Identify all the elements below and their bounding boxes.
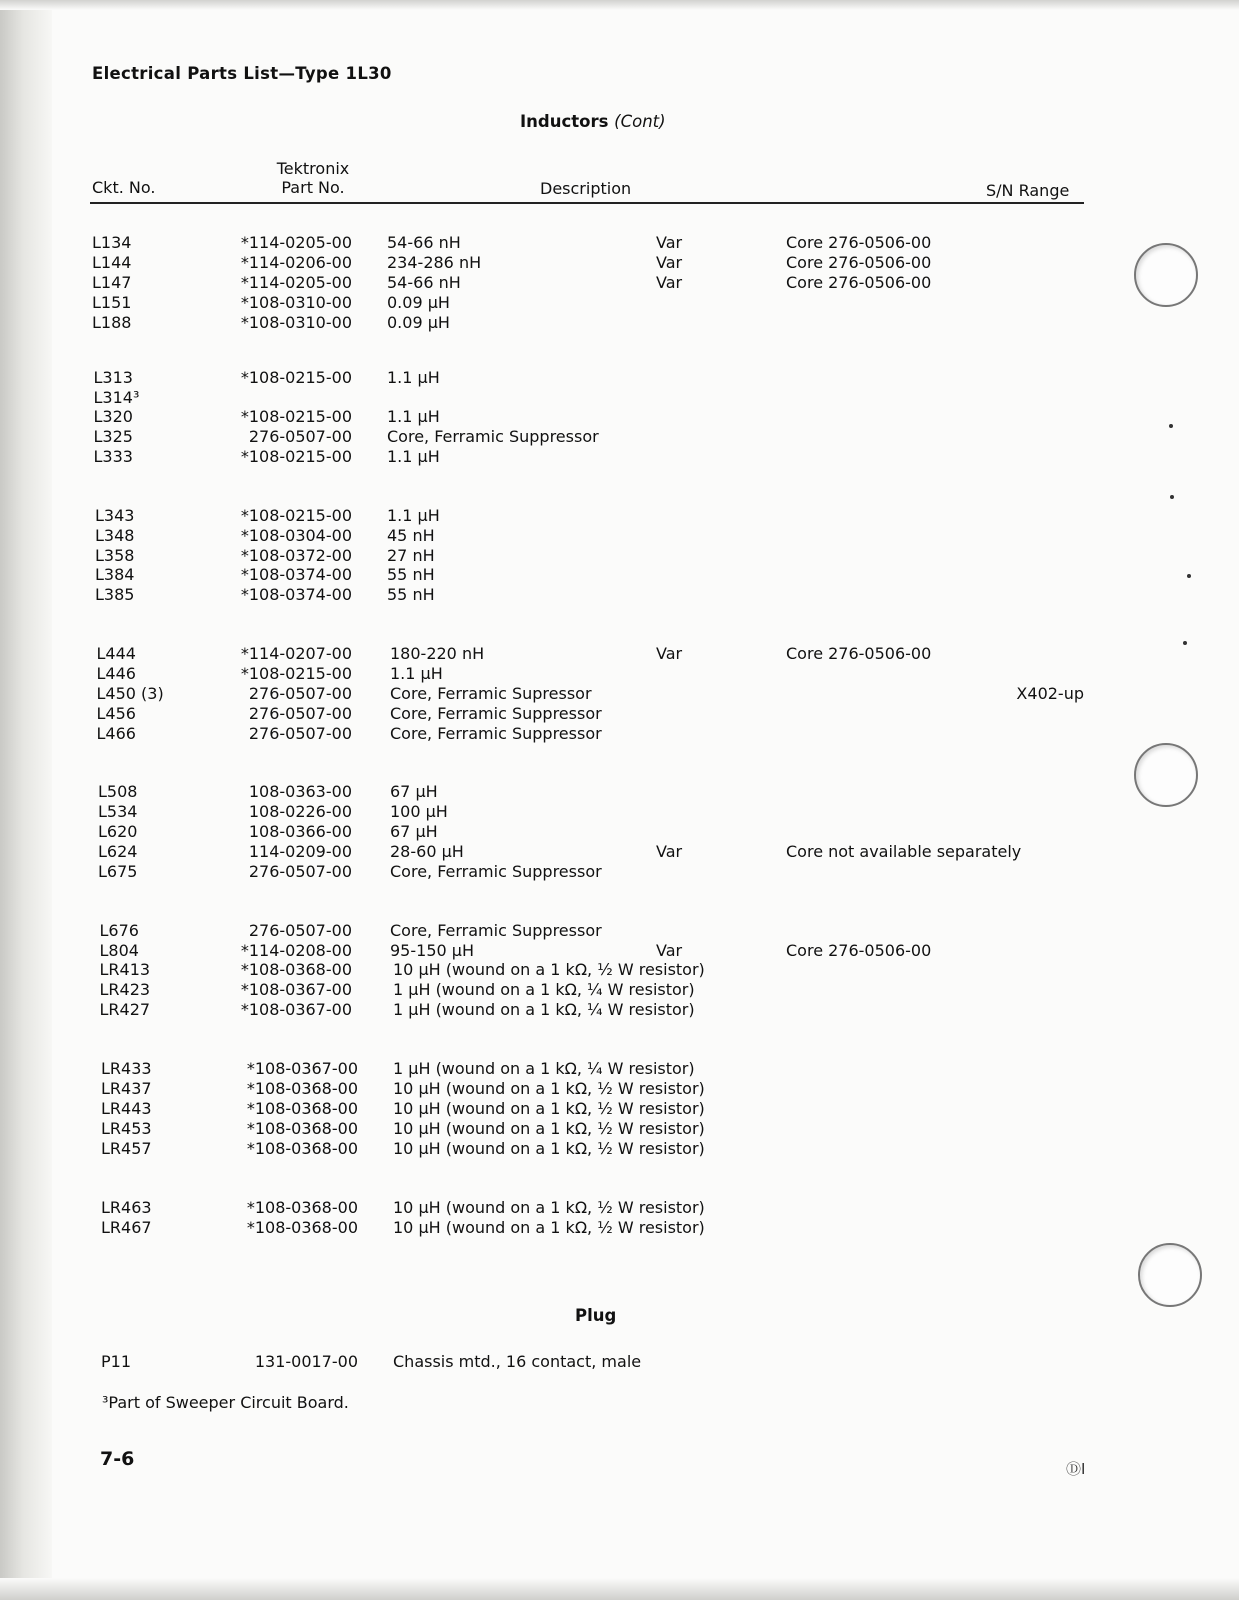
table-row [0, 644, 1239, 664]
cell-part-no: 276-0507-00 [248, 724, 352, 743]
cell-ckt-no: LR437 [101, 1079, 152, 1098]
cell-description: 100 μH [390, 802, 448, 821]
cell-part-no: 276-0507-00 [248, 684, 352, 703]
cell-description: 234-286 nH [387, 253, 482, 272]
cell-part-no: *108-0215-00 [240, 506, 352, 525]
cell-description: Core, Ferramic Suppressor [390, 704, 602, 723]
cell-ckt-no: L333 [93, 447, 133, 466]
table-row [0, 368, 1239, 388]
cell-ckt-no: L151 [92, 293, 132, 312]
binder-hole [1134, 743, 1198, 807]
cell-part-no: *108-0310-00 [240, 293, 352, 312]
cell-part-no: 276-0507-00 [248, 704, 352, 723]
column-header-part-line2: Part No. [281, 178, 345, 197]
table-row [0, 565, 1239, 585]
section-subtitle: (Cont) [614, 112, 666, 131]
cell-ckt-no: L444 [96, 644, 136, 663]
cell-description: 55 nH [387, 565, 435, 584]
cell-ckt-no: L358 [95, 546, 135, 565]
cell-ckt-no: LR433 [101, 1059, 152, 1078]
scan-edge-bottom [0, 1578, 1239, 1600]
table-row [0, 1000, 1239, 1020]
cell-description: 180-220 nH [390, 644, 485, 663]
cell-part-no: *114-0205-00 [240, 233, 352, 252]
cell-ckt-no: LR463 [101, 1198, 152, 1217]
cell-ckt-no: L456 [96, 704, 136, 723]
column-header-part-line1: Tektronix [276, 159, 350, 178]
cell-description: 10 μH (wound on a 1 kΩ, ½ W resistor) [393, 1119, 705, 1138]
cell-part-no: *108-0367-00 [246, 1059, 358, 1078]
page-number: 7-6 [100, 1448, 135, 1470]
cell-note: Core 276-0506-00 [786, 253, 932, 272]
cell-ckt-no: L144 [92, 253, 132, 272]
binder-hole [1138, 1243, 1202, 1307]
column-header-ckt: Ckt. No. [92, 178, 156, 197]
cell-ckt-no: L147 [92, 273, 132, 292]
cell-part-no: *108-0215-00 [240, 407, 352, 426]
cell-description: Core, Ferramic Suppressor [390, 724, 602, 743]
cell-ckt-no: LR453 [101, 1119, 152, 1138]
cell-description: 1.1 μH [387, 506, 440, 525]
table-row [0, 1198, 1239, 1218]
cell-ckt-no: LR467 [101, 1218, 152, 1237]
scan-edge-top [0, 0, 1239, 10]
cell-ckt-no: L325 [93, 427, 133, 446]
cell-description: 1.1 μH [387, 407, 440, 426]
cell-ckt-no: L314³ [93, 388, 140, 407]
cell-description: 28-60 μH [390, 842, 464, 861]
cell-description: 10 μH (wound on a 1 kΩ, ½ W resistor) [393, 1139, 705, 1158]
cell-ckt-no: P11 [101, 1352, 132, 1371]
footnote: ³Part of Sweeper Circuit Board. [102, 1393, 349, 1412]
cell-ckt-no: L676 [99, 921, 139, 940]
table-row [0, 273, 1239, 293]
cell-description: 1 μH (wound on a 1 kΩ, ¼ W resistor) [393, 1000, 695, 1019]
cell-description: 55 nH [387, 585, 435, 604]
cell-ckt-no: LR413 [99, 960, 151, 979]
cell-var: Var [656, 233, 683, 252]
cell-part-no: *108-0368-00 [246, 1198, 358, 1217]
cell-note: Core 276-0506-00 [786, 644, 932, 663]
cell-var: Var [656, 273, 683, 292]
cell-description: 27 nH [387, 546, 435, 565]
cell-part-no: *108-0367-00 [240, 1000, 352, 1019]
cell-description: 67 μH [390, 822, 438, 841]
speck [1183, 641, 1187, 645]
table-row [0, 1079, 1239, 1099]
cell-part-no: *114-0205-00 [240, 273, 352, 292]
cell-part-no: *108-0304-00 [240, 526, 352, 545]
cell-description: 95-150 μH [390, 941, 474, 960]
table-row [0, 293, 1239, 313]
cell-part-no: *108-0374-00 [240, 565, 352, 584]
table-row [0, 253, 1239, 273]
table-row [0, 862, 1239, 882]
column-header-description: Description [540, 179, 632, 198]
cell-ckt-no: L466 [96, 724, 136, 743]
table-row [0, 1119, 1239, 1139]
cell-part-no: 276-0507-00 [248, 921, 352, 940]
cell-part-no: 114-0209-00 [248, 842, 352, 861]
revision-mark: ⒹI [1066, 1460, 1086, 1478]
table-row [0, 388, 1239, 408]
cell-description: Core, Ferramic Suppressor [390, 862, 602, 881]
cell-description: 1 μH (wound on a 1 kΩ, ¼ W resistor) [393, 980, 695, 999]
table-row [0, 782, 1239, 802]
cell-part-no: *108-0310-00 [240, 313, 352, 332]
cell-ckt-no: L620 [98, 822, 138, 841]
section-title-inductors [520, 112, 666, 131]
table-row [0, 684, 1239, 704]
speck [1170, 495, 1174, 499]
cell-description: 1.1 μH [387, 368, 440, 387]
table-row [0, 1218, 1239, 1238]
table-row [0, 664, 1239, 684]
cell-ckt-no: L508 [98, 782, 138, 801]
cell-part-no: 276-0507-00 [248, 862, 352, 881]
cell-part-no: *108-0368-00 [246, 1099, 358, 1118]
column-header-sn-range: S/N Range [986, 181, 1070, 200]
cell-sn-range: X402-up [1016, 684, 1084, 703]
table-row [0, 941, 1239, 961]
section-title-text: Inductors [520, 112, 609, 131]
cell-ckt-no: L385 [95, 585, 135, 604]
cell-description: 1.1 μH [387, 447, 440, 466]
page-header: Electrical Parts List—Type 1L30 [92, 64, 392, 83]
cell-part-no: *108-0372-00 [240, 546, 352, 565]
binder-hole [1134, 243, 1198, 307]
cell-part-no: *114-0207-00 [240, 644, 352, 663]
table-row [0, 980, 1239, 1000]
cell-description: Core, Ferramic Suppressor [390, 921, 602, 940]
cell-var: Var [656, 253, 683, 272]
cell-ckt-no: L624 [98, 842, 138, 861]
table-row [0, 802, 1239, 822]
table-row [0, 427, 1239, 447]
cell-ckt-no: L675 [98, 862, 138, 881]
table-row [0, 313, 1239, 333]
table-row [0, 1139, 1239, 1159]
cell-ckt-no: L134 [92, 233, 132, 252]
cell-var: Var [656, 941, 683, 960]
table-row [0, 233, 1239, 253]
cell-part-no: *108-0374-00 [240, 585, 352, 604]
cell-ckt-no: L320 [93, 407, 133, 426]
table-row [0, 1099, 1239, 1119]
cell-note: Core not available separately [786, 842, 1022, 861]
table-row [0, 822, 1239, 842]
cell-note: Core 276-0506-00 [786, 941, 932, 960]
cell-note: Core 276-0506-00 [786, 273, 932, 292]
cell-ckt-no: L804 [99, 941, 139, 960]
cell-part-no: *108-0215-00 [240, 368, 352, 387]
cell-part-no: *108-0367-00 [240, 980, 352, 999]
cell-description: 67 μH [390, 782, 438, 801]
cell-part-no: *108-0368-00 [240, 960, 352, 979]
cell-description: 0.09 μH [387, 293, 450, 312]
cell-description: 10 μH (wound on a 1 kΩ, ½ W resistor) [393, 960, 705, 979]
cell-var: Var [656, 644, 683, 663]
cell-description: 0.09 μH [387, 313, 450, 332]
cell-description: 1 μH (wound on a 1 kΩ, ¼ W resistor) [393, 1059, 695, 1078]
cell-ckt-no: LR427 [99, 1000, 151, 1019]
cell-description: 10 μH (wound on a 1 kΩ, ½ W resistor) [393, 1198, 705, 1217]
table-row [0, 960, 1239, 980]
cell-description: 10 μH (wound on a 1 kΩ, ½ W resistor) [393, 1079, 705, 1098]
table-row [0, 526, 1239, 546]
header-rule [90, 202, 1084, 204]
cell-description: 54-66 nH [387, 233, 461, 252]
cell-part-no: *108-0215-00 [240, 447, 352, 466]
table-row [0, 842, 1239, 862]
cell-part-no: 108-0363-00 [248, 782, 352, 801]
cell-note: Core 276-0506-00 [786, 233, 932, 252]
cell-part-no: *108-0368-00 [246, 1218, 358, 1237]
table-row [0, 921, 1239, 941]
cell-ckt-no: L348 [95, 526, 135, 545]
table-row [0, 1059, 1239, 1079]
cell-ckt-no: LR457 [101, 1139, 152, 1158]
table-row [0, 585, 1239, 605]
cell-description: 10 μH (wound on a 1 kΩ, ½ W resistor) [393, 1218, 705, 1237]
table-row [0, 546, 1239, 566]
speck [1187, 574, 1191, 578]
cell-part-no: 108-0226-00 [248, 802, 352, 821]
cell-part-no: 276-0507-00 [248, 427, 352, 446]
cell-description: 45 nH [387, 526, 435, 545]
cell-part-no: *108-0368-00 [246, 1119, 358, 1138]
cell-ckt-no: L343 [95, 506, 135, 525]
cell-ckt-no: L450 (3) [96, 684, 164, 703]
cell-part-no: *108-0368-00 [246, 1139, 358, 1158]
cell-part-no: *114-0208-00 [240, 941, 352, 960]
cell-description: Chassis mtd., 16 contact, male [393, 1352, 642, 1371]
cell-description: Core, Ferramic Supressor [390, 684, 592, 703]
cell-ckt-no: LR423 [99, 980, 151, 999]
table-row [0, 506, 1239, 526]
cell-part-no: 108-0366-00 [248, 822, 352, 841]
cell-ckt-no: L188 [92, 313, 132, 332]
cell-part-no: 131-0017-00 [254, 1352, 358, 1371]
speck [1169, 424, 1173, 428]
column-header-part [268, 159, 358, 197]
cell-description: 1.1 μH [390, 664, 443, 683]
cell-ckt-no: L534 [98, 802, 138, 821]
cell-description: Core, Ferramic Suppressor [387, 427, 599, 446]
cell-part-no: *114-0206-00 [240, 253, 352, 272]
cell-ckt-no: L313 [93, 368, 133, 387]
cell-description: 54-66 nH [387, 273, 461, 292]
cell-var: Var [656, 842, 683, 861]
cell-part-no: *108-0368-00 [246, 1079, 358, 1098]
cell-description: 10 μH (wound on a 1 kΩ, ½ W resistor) [393, 1099, 705, 1118]
table-row [0, 447, 1239, 467]
table-row [0, 704, 1239, 724]
cell-part-no: *108-0215-00 [240, 664, 352, 683]
table-row [0, 407, 1239, 427]
section-title-plug: Plug [575, 1306, 617, 1325]
cell-ckt-no: L446 [96, 664, 136, 683]
table-row [0, 1352, 1239, 1372]
cell-ckt-no: L384 [95, 565, 135, 584]
cell-ckt-no: LR443 [101, 1099, 152, 1118]
table-row [0, 724, 1239, 744]
